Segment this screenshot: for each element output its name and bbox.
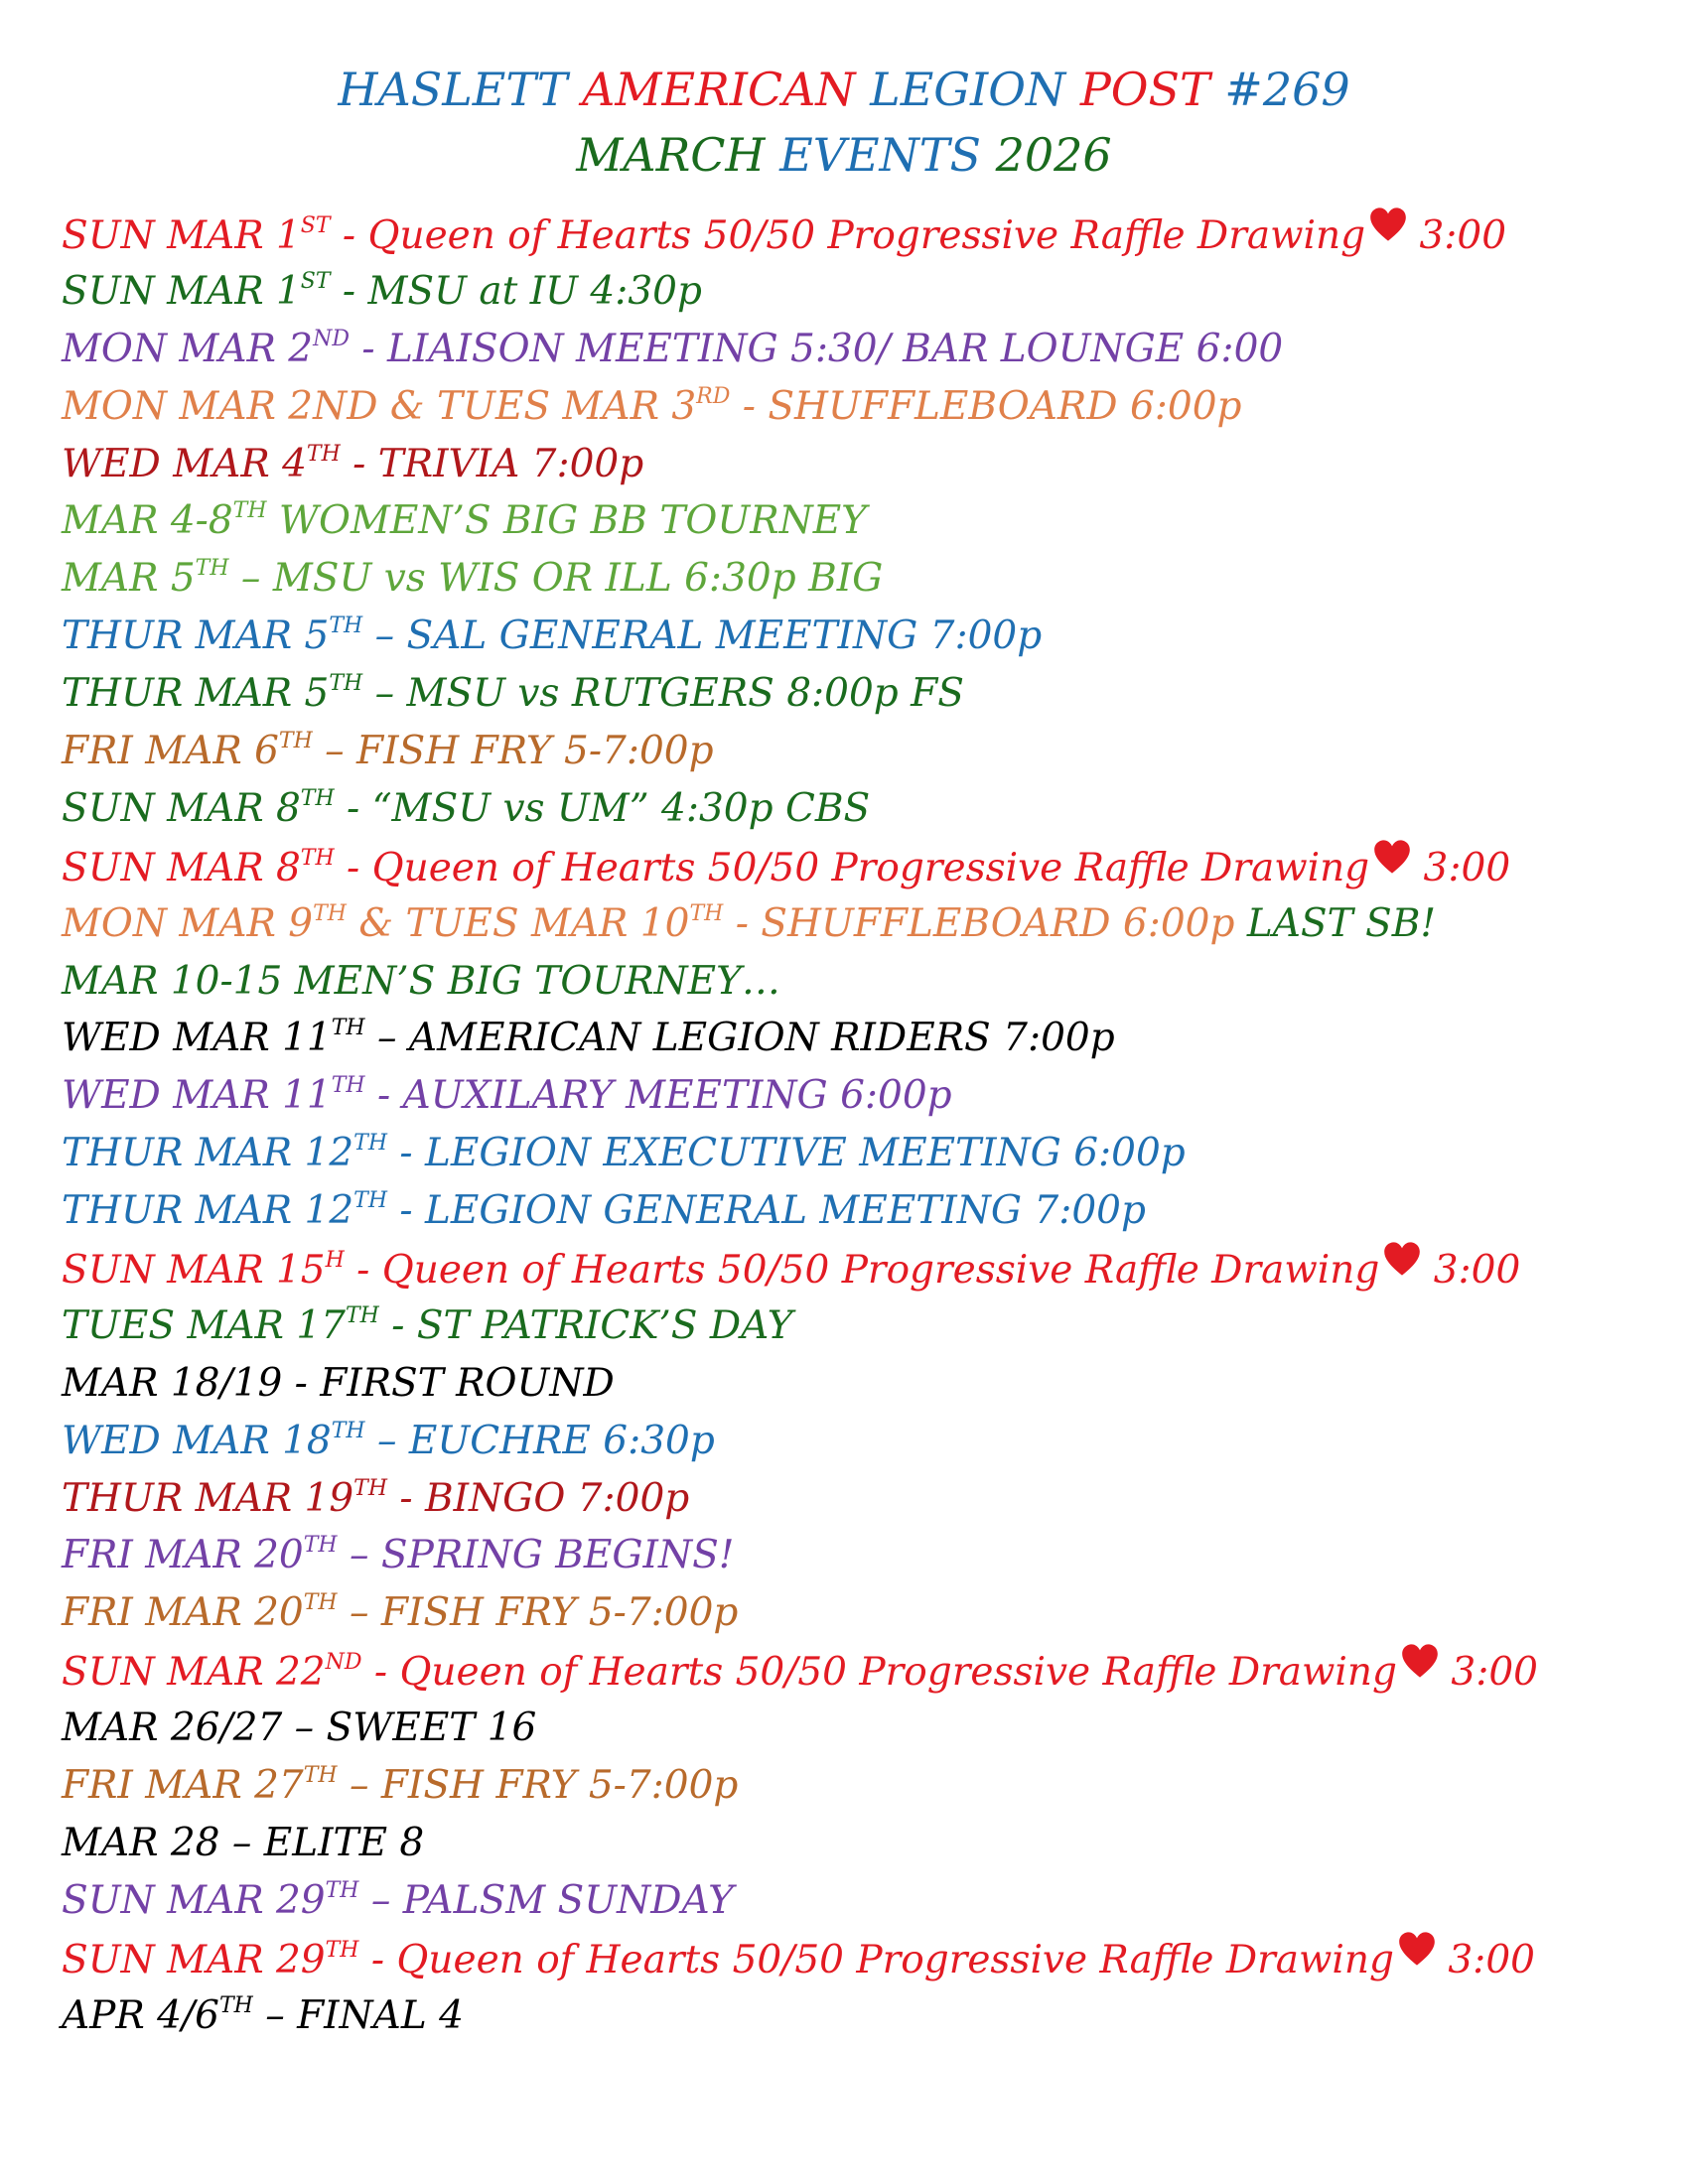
event-item <box>62 1701 1670 1758</box>
event-item <box>62 437 1670 494</box>
ordinal-suffix: TH <box>329 671 363 697</box>
event-text: - ST PATRICK’S DAY <box>378 1302 793 1348</box>
ordinal-suffix: TH <box>331 1016 365 1041</box>
ordinal-suffix: TH <box>306 441 341 467</box>
event-text: MON MAR 2ND & TUES MAR 3 <box>62 383 697 429</box>
title-word: POST <box>1079 63 1225 116</box>
ordinal-suffix: TH <box>300 785 335 811</box>
event-text: 3:00 <box>1411 845 1511 890</box>
title-word: EVENTS <box>779 128 996 182</box>
event-text: WED MAR 11 <box>62 1073 332 1119</box>
event-item <box>62 1068 1670 1126</box>
ordinal-suffix: TH <box>353 1131 387 1157</box>
event-text: SUN MAR 8 <box>62 845 301 890</box>
ordinal-suffix: TH <box>195 556 229 582</box>
ordinal-suffix: TH <box>303 1763 338 1789</box>
event-text: - Queen of Hearts 50/50 Progressive Raffle Drawing <box>330 213 1366 258</box>
event-item <box>62 1241 1670 1298</box>
ordinal-suffix: ST <box>300 213 331 238</box>
ordinal-suffix: TH <box>689 900 724 926</box>
event-item <box>62 1643 1670 1701</box>
event-item <box>62 1298 1670 1356</box>
event-text: - Queen of Hearts 50/50 Progressive Raffle Drawing <box>344 1248 1380 1294</box>
ordinal-suffix: TH <box>303 1590 338 1616</box>
heart-icon <box>1401 1643 1439 1679</box>
heart-icon <box>1369 206 1407 242</box>
event-text: – AMERICAN LEGION RIDERS 7:00p <box>364 1016 1115 1061</box>
ordinal-suffix: TH <box>353 1475 387 1501</box>
event-text: MON MAR 2 <box>62 326 314 371</box>
event-item <box>62 839 1670 896</box>
ordinal-suffix: TH <box>278 729 313 754</box>
event-item <box>62 1988 1670 2046</box>
event-item <box>62 1356 1670 1414</box>
event-text: WED MAR 18 <box>62 1418 332 1463</box>
ordinal-suffix: TH <box>331 1418 365 1443</box>
event-list <box>62 206 1670 2046</box>
event-text: SUN MAR 8 <box>62 785 301 831</box>
event-text: - Queen of Hearts 50/50 Progressive Raffle Drawing <box>361 1650 1397 1696</box>
event-text: SUN MAR 1 <box>62 213 301 258</box>
ordinal-suffix: RD <box>696 383 731 409</box>
title-word: LEGION <box>870 63 1080 116</box>
ordinal-suffix: TH <box>345 1302 379 1328</box>
event-text: – SAL GENERAL MEETING 7:00p <box>362 614 1043 659</box>
event-text: FRI MAR 20 <box>62 1533 304 1578</box>
event-item <box>62 1931 1670 1988</box>
title-word: #269 <box>1224 63 1350 116</box>
event-text: – EUCHRE 6:30p <box>364 1418 715 1463</box>
page-title <box>0 62 1688 117</box>
event-text: MAR 28 – ELITE 8 <box>62 1820 425 1865</box>
event-text: MAR 4-8 <box>62 498 233 544</box>
ordinal-suffix: TH <box>353 1188 387 1214</box>
event-text: - “MSU vs UM” 4:30p CBS <box>334 785 871 831</box>
event-text: THUR MAR 12 <box>62 1131 354 1176</box>
event-item <box>62 1816 1670 1873</box>
event-item <box>62 1183 1670 1241</box>
event-text: – FISH FRY 5-7:00p <box>312 729 714 774</box>
event-text: – MSU vs RUTGERS 8:00p FS <box>362 671 964 717</box>
event-text: SUN MAR 15 <box>62 1248 326 1294</box>
event-item <box>62 1126 1670 1183</box>
event-item <box>62 781 1670 839</box>
heart-icon <box>1398 1931 1436 1967</box>
event-text: SUN MAR 29 <box>62 1877 326 1923</box>
ordinal-suffix: TH <box>232 498 267 524</box>
event-item <box>62 1585 1670 1643</box>
event-item <box>62 1471 1670 1529</box>
event-text: APR 4/6 <box>62 1992 219 2038</box>
event-text: – FISH FRY 5-7:00p <box>337 1763 739 1809</box>
event-item <box>62 206 1670 264</box>
event-item <box>62 264 1670 322</box>
ordinal-suffix: TH <box>331 1073 365 1099</box>
event-text: & TUES MAR 10 <box>346 900 690 946</box>
event-item <box>62 493 1670 551</box>
event-text: - Queen of Hearts 50/50 Progressive Raffle Drawing <box>334 845 1370 890</box>
event-text: THUR MAR 12 <box>62 1188 354 1234</box>
ordinal-suffix: TH <box>300 845 335 871</box>
event-text: SUN MAR 1 <box>62 268 301 314</box>
event-item <box>62 896 1670 954</box>
event-text: – SPRING BEGINS! <box>337 1533 735 1578</box>
ordinal-suffix: TH <box>329 614 363 639</box>
ordinal-suffix: ND <box>313 326 350 351</box>
event-text: SUN MAR 29 <box>62 1937 326 1982</box>
title-word: HASLETT <box>338 63 583 116</box>
event-item <box>62 1758 1670 1816</box>
title-word: AMERICAN <box>582 63 871 116</box>
event-text: – FISH FRY 5-7:00p <box>337 1590 739 1636</box>
event-item <box>62 322 1670 379</box>
event-text: - SHUFFLEBOARD 6:00p <box>730 383 1242 429</box>
event-text: MAR 5 <box>62 556 196 602</box>
event-item <box>62 1873 1670 1931</box>
event-text: - LIAISON MEETING 5:30/ BAR LOUNGE 6:00 <box>350 326 1284 371</box>
event-text: FRI MAR 20 <box>62 1590 304 1636</box>
event-text: MAR 26/27 – SWEET 16 <box>62 1706 537 1751</box>
ordinal-suffix: H <box>325 1248 345 1274</box>
event-item <box>62 551 1670 609</box>
event-text: 3:00 <box>1421 1248 1521 1294</box>
event-text: THUR MAR 5 <box>62 614 330 659</box>
title-word: MARCH <box>576 128 780 182</box>
ordinal-suffix: TH <box>325 1937 359 1963</box>
event-text: - LEGION GENERAL MEETING 7:00p <box>387 1188 1146 1234</box>
ordinal-suffix: TH <box>325 1877 359 1903</box>
event-text: THUR MAR 19 <box>62 1475 354 1521</box>
ordinal-suffix: ST <box>300 268 331 294</box>
page-subtitle <box>0 127 1688 183</box>
event-text: - MSU at IU 4:30p <box>330 268 702 314</box>
event-text: - SHUFFLEBOARD 6:00p <box>723 900 1247 946</box>
ordinal-suffix: TH <box>313 900 347 926</box>
event-text: 3:00 <box>1435 1937 1535 1982</box>
event-item <box>62 1528 1670 1585</box>
event-item <box>62 379 1670 437</box>
event-item <box>62 1414 1670 1471</box>
event-text: FRI MAR 6 <box>62 729 279 774</box>
event-text: FRI MAR 27 <box>62 1763 304 1809</box>
event-item <box>62 954 1670 1012</box>
event-item <box>62 666 1670 724</box>
event-text: - LEGION EXECUTIVE MEETING 6:00p <box>387 1131 1186 1176</box>
event-text: - AUXILARY MEETING 6:00p <box>364 1073 952 1119</box>
event-text: – PALSM SUNDAY <box>358 1877 734 1923</box>
event-text: WED MAR 4 <box>62 441 307 486</box>
event-text: 3:00 <box>1439 1650 1538 1696</box>
heart-icon <box>1383 1241 1421 1277</box>
event-item <box>62 609 1670 666</box>
event-text: - BINGO 7:00p <box>387 1475 690 1521</box>
event-text: – MSU vs WIS OR ILL 6:30p BIG <box>228 556 884 602</box>
event-item <box>62 1011 1670 1068</box>
event-text: - Queen of Hearts 50/50 Progressive Raffle Drawing <box>358 1937 1394 1982</box>
ordinal-suffix: TH <box>218 1992 253 2018</box>
event-text: THUR MAR 5 <box>62 671 330 717</box>
event-text: LAST SB! <box>1246 900 1437 946</box>
heart-icon <box>1373 839 1411 875</box>
ordinal-suffix: TH <box>303 1533 338 1559</box>
title-word: 2026 <box>995 128 1112 182</box>
event-text: MON MAR 9 <box>62 900 314 946</box>
ordinal-suffix: ND <box>325 1650 362 1676</box>
event-text: TUES MAR 17 <box>62 1302 346 1348</box>
event-text: 3:00 <box>1407 213 1507 258</box>
event-text: MAR 18/19 - FIRST ROUND <box>62 1360 615 1406</box>
event-text: SUN MAR 22 <box>62 1650 326 1696</box>
event-text: WED MAR 11 <box>62 1016 332 1061</box>
event-text: MAR 10-15 MEN’S BIG TOURNEY… <box>62 958 780 1004</box>
event-text: WOMEN’S BIG BB TOURNEY <box>266 498 867 544</box>
event-text: – FINAL 4 <box>252 1992 464 2038</box>
event-item <box>62 724 1670 781</box>
event-text: - TRIVIA 7:00p <box>340 441 644 486</box>
